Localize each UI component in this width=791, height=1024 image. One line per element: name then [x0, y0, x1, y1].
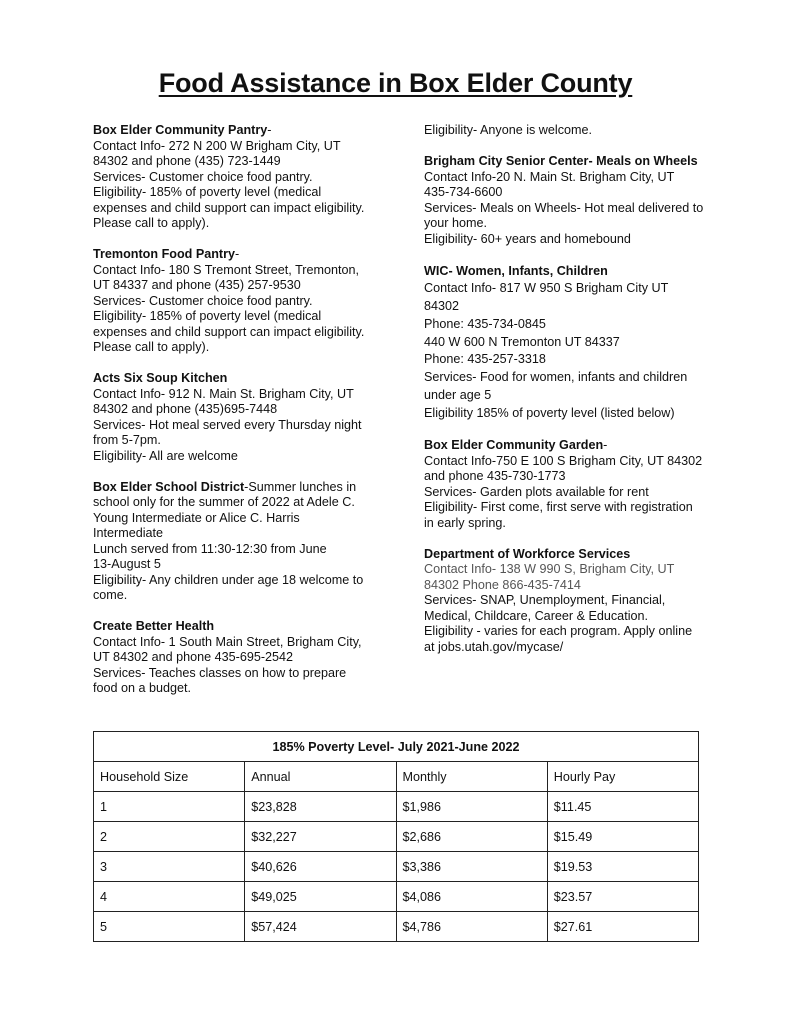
- resource-detail-line: Contact Info-20 N. Main St. Brigham City, UT: [424, 169, 675, 184]
- table-header-row: [94, 762, 699, 792]
- table-cell: $27.61: [547, 912, 698, 942]
- resource-detail-line: from 5-7pm.: [93, 433, 161, 447]
- resource-detail-line: 435-734-6600: [424, 185, 503, 199]
- resource-detail-line: Services- SNAP, Unemployment, Financial,: [424, 593, 666, 608]
- poverty-level-table: [93, 731, 699, 942]
- resource-name: WIC- Women, Infants, Children: [424, 263, 608, 278]
- resource-name-suffix: -: [267, 123, 272, 137]
- resource-detail-line: Services- Hot meal served every Thursday night: [93, 417, 362, 432]
- table-cell: $19.53: [547, 852, 698, 882]
- resource-detail-line: Please call to apply).: [93, 216, 210, 230]
- resource-detail-line: Eligibility- 185% of poverty level (medical: [93, 309, 322, 323]
- right-column: [424, 123, 724, 671]
- column-header: Hourly Pay: [547, 762, 698, 792]
- carryover-eligibility: [424, 123, 724, 139]
- resource-detail-line: UT 84302 and phone 435-695-2542: [93, 650, 294, 664]
- resource-detail-line: Eligibility - varies for each program. Apply online: [424, 624, 693, 639]
- resource-detail-line: UT 84337 and phone (435) 257-9530: [93, 278, 301, 292]
- resource-entry-box-elder-school-district: [93, 480, 383, 604]
- resource-entry-tremonton-food-pantry: [93, 247, 383, 356]
- resource-detail-line: Eligibility- 60+ years and homebound: [424, 231, 631, 246]
- resource-detail-line: in early spring.: [424, 515, 506, 530]
- resource-entry-box-elder-community-pantry: [93, 123, 383, 232]
- resource-detail-line: Eligibility 185% of poverty level (listed below): [424, 405, 675, 420]
- resource-heading: [93, 371, 383, 387]
- table-cell: 4: [94, 882, 245, 912]
- resource-detail-line: Eligibility- First come, first serve with registration: [424, 500, 693, 515]
- resource-heading: [93, 480, 383, 496]
- resource-heading: [424, 438, 724, 454]
- resource-name: Brigham City Senior Center- Meals on Wheels: [424, 154, 698, 168]
- resource-name-suffix: -Summer lunches in: [244, 479, 357, 494]
- table-cell: $1,986: [396, 792, 547, 822]
- resource-detail-line: Contact Info- 1 South Main Street, Brigham City,: [93, 634, 362, 649]
- table-row: [94, 882, 699, 912]
- resource-detail-line: Services- Teaches classes on how to prepare: [93, 665, 347, 680]
- resource-entry-brigham-city-senior-center-meals-on-wheels: [424, 154, 724, 247]
- table-caption: 185% Poverty Level- July 2021-June 2022: [94, 732, 699, 762]
- resource-detail-line: 13-August 5: [93, 557, 161, 571]
- table-row: [94, 852, 699, 882]
- resource-entry-department-of-workforce-services: [424, 547, 724, 656]
- resource-detail-line: at jobs.utah.gov/mycase/: [424, 639, 564, 654]
- resource-detail-line: Young Intermediate or Alice C. Harris: [93, 510, 300, 525]
- resource-detail-line: Eligibility- 185% of poverty level (medical: [93, 185, 322, 199]
- column-header: Household Size: [94, 762, 245, 792]
- table-cell: 3: [94, 852, 245, 882]
- resource-name: Tremonton Food Pantry: [93, 247, 236, 261]
- resource-heading: [424, 263, 724, 281]
- table-cell: $4,786: [396, 912, 547, 942]
- column-header: Annual: [245, 762, 396, 792]
- table-cell: $3,386: [396, 852, 547, 882]
- resource-detail-line: come.: [93, 588, 128, 602]
- resource-name: Box Elder Community Garden: [424, 438, 604, 453]
- resource-detail-line: Services- Customer choice food pantry.: [93, 169, 313, 184]
- resource-detail-line: 84302 and phone (435) 723-1449: [93, 154, 281, 168]
- resource-name-suffix: -: [603, 438, 608, 453]
- resource-detail-line: Contact Info-750 E 100 S Brigham City, UT 84302: [424, 453, 703, 468]
- table-cell: 5: [94, 912, 245, 942]
- table-cell: $57,424: [245, 912, 396, 942]
- resource-detail-line: Lunch served from 11:30-12:30 from June: [93, 541, 327, 556]
- resource-heading: [424, 154, 724, 170]
- resource-heading: [93, 247, 383, 263]
- table-cell: $11.45: [547, 792, 698, 822]
- table-cell: 2: [94, 822, 245, 852]
- resource-name-suffix: -: [235, 247, 240, 261]
- resource-detail-line: Eligibility- Any children under age 18 welcome to: [93, 572, 364, 587]
- resource-detail-line: Services- Food for women, infants and children: [424, 370, 688, 385]
- resource-entry-create-better-health: [93, 619, 383, 697]
- resource-detail-line: Contact Info- 912 N. Main St. Brigham City, UT: [93, 386, 354, 401]
- resource-name: Box Elder School District: [93, 479, 245, 494]
- resource-detail-line: school only for the summer of 2022 at Adele C.: [93, 495, 355, 509]
- resource-name: Acts Six Soup Kitchen: [93, 371, 228, 385]
- left-column: [93, 123, 383, 712]
- resource-heading: [93, 619, 383, 635]
- table-cell: $23.57: [547, 882, 698, 912]
- resource-detail-line: expenses and child support can impact eligibility.: [93, 200, 365, 215]
- resource-detail-line: Medical, Childcare, Career & Education.: [424, 608, 648, 623]
- table-cell: $23,828: [245, 792, 396, 822]
- resource-entry-box-elder-community-garden: [424, 438, 724, 531]
- resource-detail-line: Contact Info- 138 W 990 S, Brigham City, UT: [424, 562, 675, 577]
- table-row: [94, 792, 699, 822]
- resource-detail-line: Contact Info- 272 N 200 W Brigham City, UT: [93, 138, 341, 153]
- resource-detail-line: Intermediate: [93, 526, 164, 540]
- table-row: [94, 822, 699, 852]
- resource-detail-line: your home.: [424, 216, 487, 230]
- page-title: Food Assistance in Box Elder County: [158, 68, 633, 98]
- poverty-table-container: [93, 731, 699, 942]
- table-row: [94, 912, 699, 942]
- resource-detail-line: under age 5: [424, 388, 492, 403]
- resource-detail-line: 84302: [424, 299, 460, 314]
- table-cell: $40,626: [245, 852, 396, 882]
- resource-detail-line: 84302 Phone 866-435-7414: [424, 577, 581, 592]
- resource-name: Box Elder Community Pantry: [93, 123, 268, 137]
- resource-heading: [93, 123, 383, 139]
- eligibility-line: Eligibility- Anyone is welcome.: [424, 123, 592, 137]
- resource-detail-line: Services- Garden plots available for rent: [424, 484, 649, 499]
- resource-detail-line: Contact Info- 180 S Tremont Street, Tremonton,: [93, 262, 359, 277]
- table-cell: 1: [94, 792, 245, 822]
- resource-detail-line: Phone: 435-257-3318: [424, 352, 546, 367]
- resource-detail-line: Eligibility- All are welcome: [93, 448, 238, 463]
- table-cell: $2,686: [396, 822, 547, 852]
- table-cell: $4,086: [396, 882, 547, 912]
- resource-detail-line: food on a budget.: [93, 681, 192, 695]
- resource-entry-wic-women-infants-children: [424, 263, 724, 423]
- resource-detail-line: 440 W 600 N Tremonton UT 84337: [424, 334, 620, 349]
- resource-detail-line: Phone: 435-734-0845: [424, 316, 546, 331]
- column-header: Monthly: [396, 762, 547, 792]
- table-cell: $15.49: [547, 822, 698, 852]
- resource-entry-acts-six-soup-kitchen: [93, 371, 383, 464]
- resource-name: Department of Workforce Services: [424, 546, 631, 561]
- resource-detail-line: 84302 and phone (435)695-7448: [93, 402, 278, 416]
- resource-detail-line: Services- Meals on Wheels- Hot meal delivered to: [424, 200, 704, 215]
- resource-detail-line: Contact Info- 817 W 950 S Brigham City UT: [424, 281, 669, 296]
- table-cell: $49,025: [245, 882, 396, 912]
- resource-detail-line: Please call to apply).: [93, 340, 210, 354]
- table-cell: $32,227: [245, 822, 396, 852]
- resource-name: Create Better Health: [93, 619, 215, 633]
- resource-detail-line: expenses and child support can impact eligibility.: [93, 324, 365, 339]
- resource-detail-line: Services- Customer choice food pantry.: [93, 293, 313, 308]
- resource-detail-line: and phone 435-730-1773: [424, 469, 566, 484]
- resource-heading: [424, 547, 724, 563]
